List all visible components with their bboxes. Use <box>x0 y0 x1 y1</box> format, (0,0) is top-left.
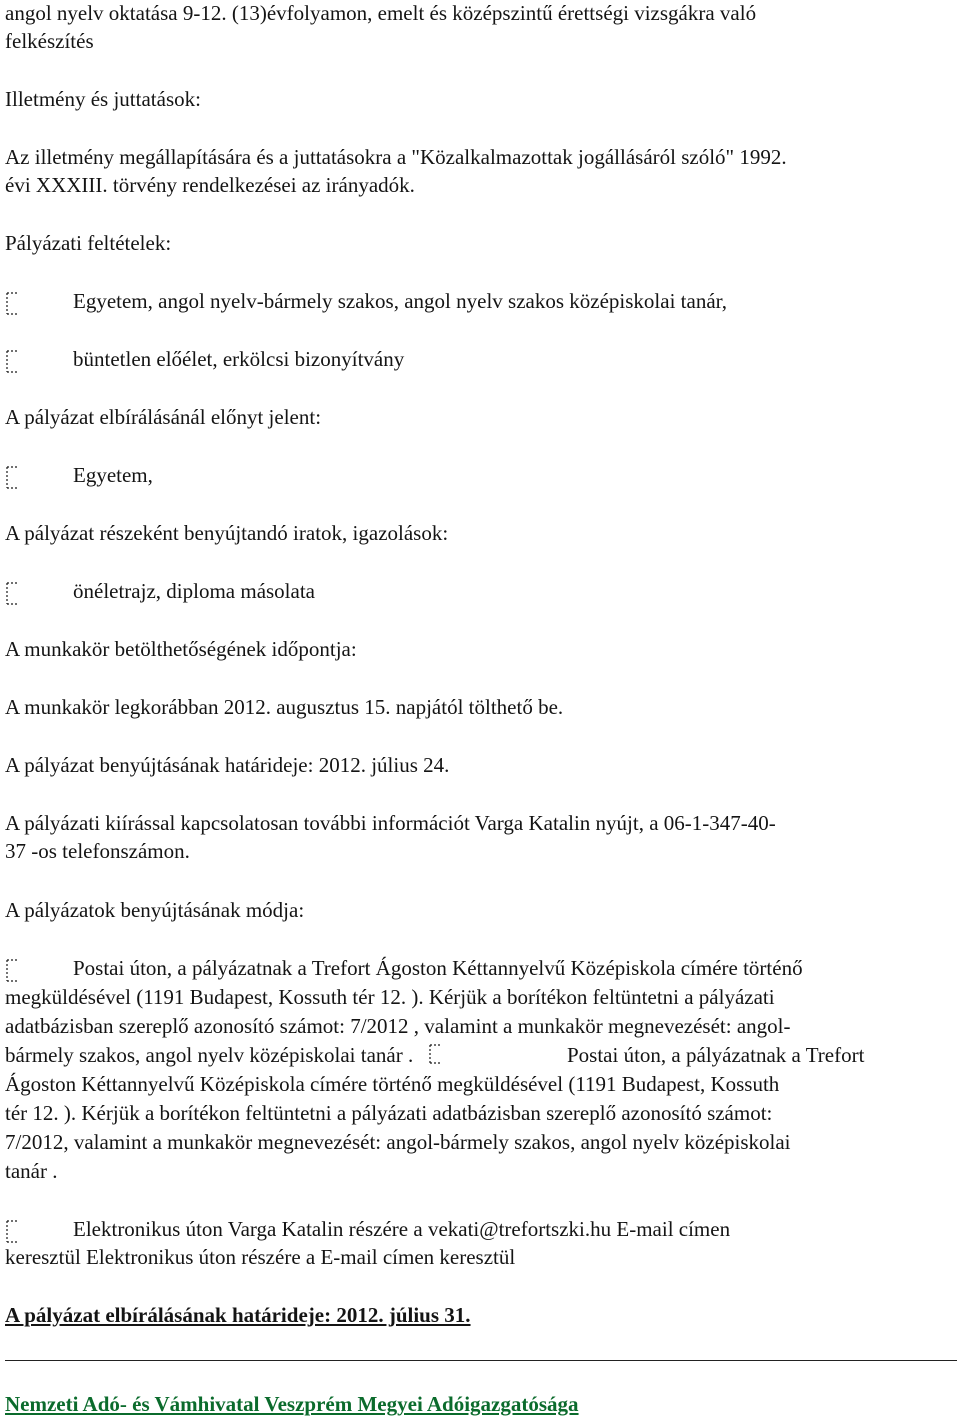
start-text: A munkakör legkorábban 2012. augusztus 15. napjától tölthető be. <box>5 695 564 719</box>
salary-line-1: Az illetmény megállapítására és a juttatásokra a "Közalkalmazottak jogállásáról szóló" 1992. <box>5 145 787 169</box>
advantages-heading: A pályázat elbírálásánál előnyt jelent: <box>5 405 322 429</box>
square-bullet-icon <box>5 461 19 490</box>
document-item-text: önéletrajz, diploma másolata <box>73 579 315 603</box>
postal-line-mixed <box>5 1041 951 1070</box>
start-heading: A munkakör betölthetőségének időpontja: <box>5 637 357 661</box>
postal-second-start: Postai úton, a pályázatnak a Trefort <box>567 1043 865 1067</box>
square-bullet-icon <box>428 1043 442 1063</box>
requirement-item-text: Egyetem, angol nyelv-bármely szakos, angol nyelv szakos középiskolai tanár, <box>73 289 728 313</box>
requirements-heading: Pályázati feltételek: <box>5 231 172 255</box>
postal-line: tér 12. ). Kérjük a borítékon feltüntetni a pályázati adatbázisban szereplő azonosító számot: <box>5 1101 773 1125</box>
square-bullet-icon <box>5 1215 19 1244</box>
postal-line: Ágoston Kéttannyelvű Középiskola címére történő megküldésével (1191 Budapest, Kossuth <box>5 1072 780 1096</box>
requirement-item-text: büntetlen előélet, erkölcsi bizonyítvány <box>73 347 405 371</box>
document-item <box>5 577 960 606</box>
square-bullet-icon <box>5 577 19 606</box>
section-divider <box>5 1360 957 1361</box>
advantage-item-text: Egyetem, <box>73 463 153 487</box>
info-line-2: 37 -os telefonszámon. <box>5 839 190 863</box>
footer-organization-link[interactable]: Nemzeti Adó- és Vámhivatal Veszprém Megyei Adóigazgatósága <box>5 1392 579 1416</box>
decision-deadline: A pályázat elbírálásának határideje: 2012. július 31. <box>5 1303 471 1327</box>
postal-line: bármely szakos, angol nyelv középiskolai tanár . <box>5 1043 414 1067</box>
salary-line-2: évi XXXIII. törvény rendelkezései az irányadók. <box>5 173 415 197</box>
advantage-item <box>5 461 960 490</box>
salary-heading: Illetmény és juttatások: <box>5 87 201 111</box>
requirement-item <box>5 345 960 374</box>
electronic-second-line: keresztül Elektronikus úton részére a E-mail címen keresztül <box>5 1245 516 1269</box>
requirement-item <box>5 287 960 316</box>
postal-line: 7/2012, valamint a munkakör megnevezését: angol-bármely szakos, angol nyelv középiskolai <box>5 1130 791 1154</box>
postal-first-line: Postai úton, a pályázatnak a Trefort Ágoston Kéttannyelvű Középiskola címére történő <box>73 956 803 980</box>
square-bullet-icon <box>5 954 19 983</box>
postal-line: tanár . <box>5 1159 58 1183</box>
submission-electronic-item <box>5 1215 960 1244</box>
submission-heading: A pályázatok benyújtásának módja: <box>5 898 305 922</box>
postal-line: megküldésével (1191 Budapest, Kossuth tér 12. ). Kérjük a borítékon feltüntetni a pályázati <box>5 985 775 1009</box>
postal-line: adatbázisban szereplő azonosító számot: 7/2012 , valamint a munkakör megnevezését: angol- <box>5 1014 791 1038</box>
electronic-first-line: Elektronikus úton Varga Katalin részére a vekati@trefortszki.hu E-mail címen <box>73 1217 731 1241</box>
submission-deadline: A pályázat benyújtásának határideje: 2012. július 24. <box>5 753 450 777</box>
documents-heading: A pályázat részeként benyújtandó iratok, igazolások: <box>5 521 449 545</box>
header-line-1: angol nyelv oktatása 9-12. (13)évfolyamon, emelt és középszintű érettségi vizsgákra való <box>5 1 757 25</box>
header-line-2: felkészítés <box>5 29 94 53</box>
square-bullet-icon <box>5 345 19 374</box>
square-bullet-icon <box>5 287 19 316</box>
info-line-1: A pályázati kiírással kapcsolatosan további információt Varga Katalin nyújt, a 06-1-347-40- <box>5 811 776 835</box>
submission-postal-item <box>5 954 960 983</box>
